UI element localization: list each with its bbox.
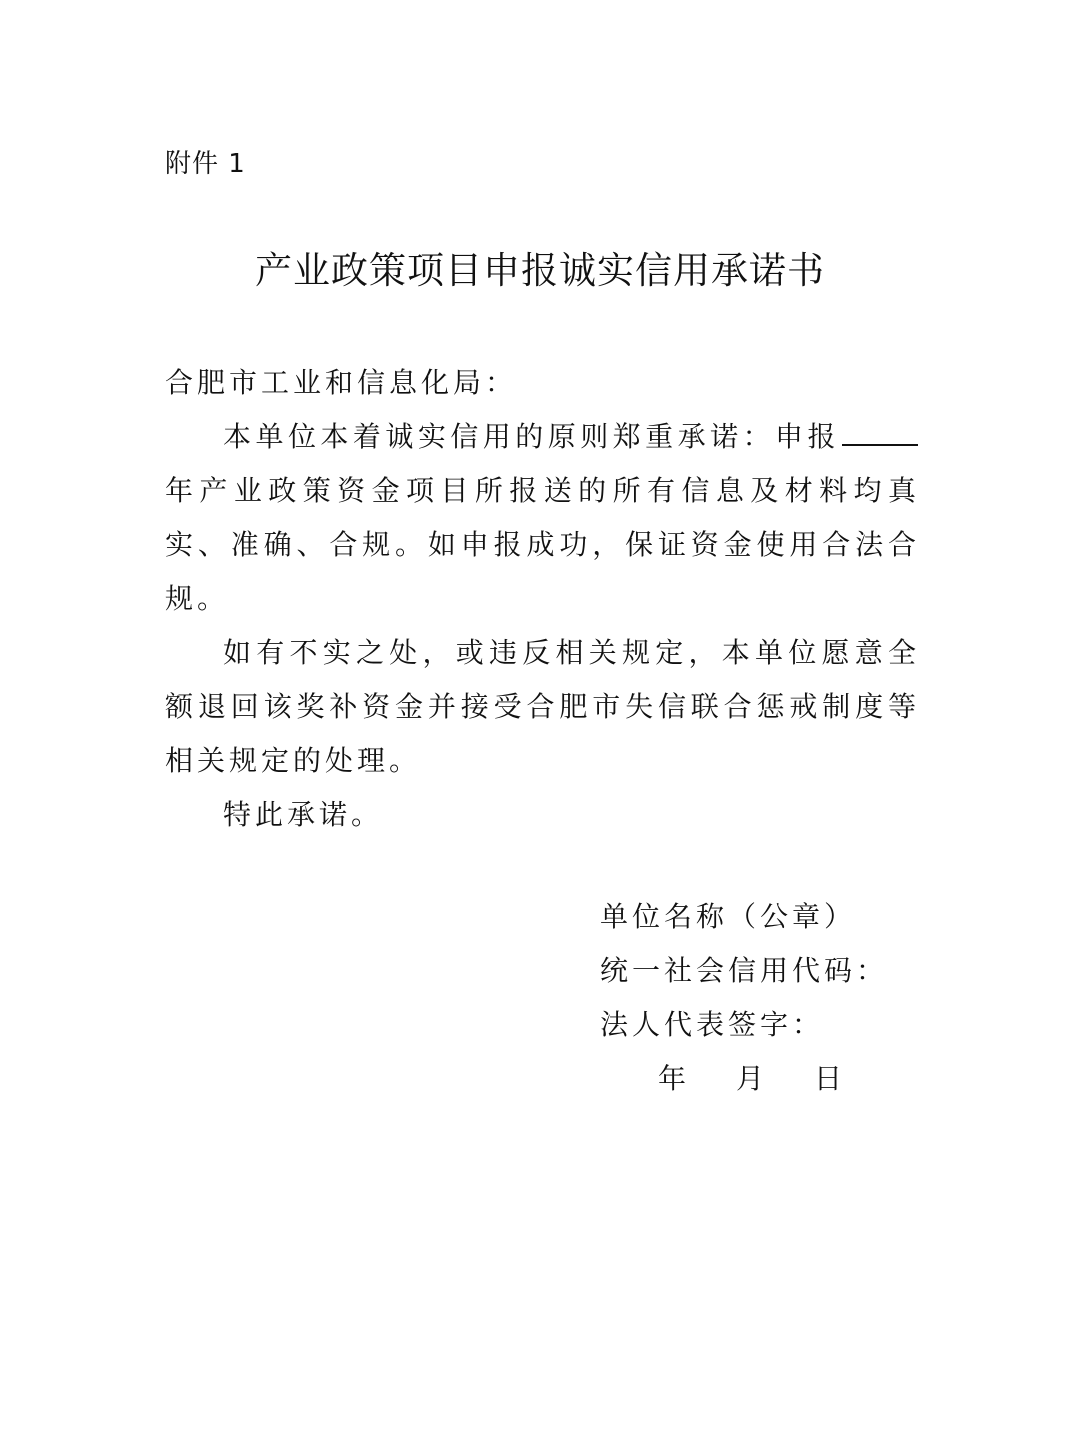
month-label: 月 — [736, 1062, 769, 1095]
year-label: 年 — [658, 1062, 691, 1095]
day-label: 日 — [814, 1062, 847, 1095]
signature-block — [600, 890, 888, 1106]
document-title: 产业政策项目申报诚实信用承诺书 — [255, 249, 825, 292]
date-line — [600, 1052, 888, 1106]
letter-body — [165, 356, 920, 842]
commitment-text-start: 本单位本着诚实信用的原则郑重承诺：申报 — [223, 420, 840, 453]
attachment-label: 附件 1 — [165, 149, 246, 179]
year-blank-line — [842, 422, 918, 446]
unit-name-label: 单位名称（公章） — [600, 900, 857, 933]
commitment-paragraph — [165, 410, 920, 626]
legal-representative-label: 法人代表签字： — [600, 1008, 825, 1041]
credit-code-label: 统一社会信用代码： — [600, 954, 889, 987]
commitment-text-end: 年产业政策资金项目所报送的所有信息及材料均真实、准确、合规。如申报成功，保证资金使用合法合规。 — [165, 474, 920, 615]
closing-line: 特此承诺。 — [223, 798, 384, 831]
salutation: 合肥市工业和信息化局： — [165, 366, 518, 399]
penalty-paragraph: 如有不实之处，或违反相关规定，本单位愿意全额退回该奖补资金并接受合肥市失信联合惩戒制度等相关规定的处理。 — [165, 636, 920, 777]
